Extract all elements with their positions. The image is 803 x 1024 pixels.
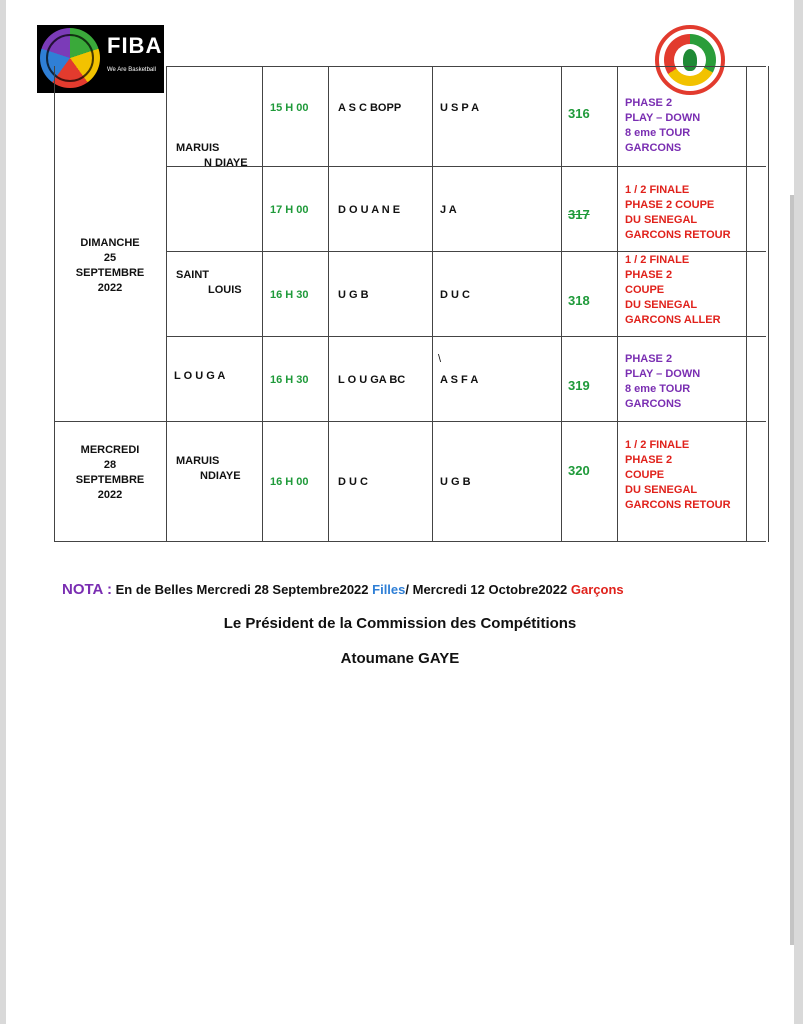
phase-cell: 1 / 2 FINALE PHASE 2 COUPE DU SENEGAL GARCONS ALLER — [625, 254, 721, 326]
federation-seal-icon — [655, 25, 725, 95]
time-cell: 16 H 30 — [270, 374, 309, 386]
home-team-cell: A S C BOPP — [338, 102, 402, 114]
president-title: Le Président de la Commission des Compétitions — [223, 615, 577, 632]
venue-cell: SAINT LOUIS — [176, 269, 242, 296]
match-number: 320 — [568, 463, 590, 478]
phase-cell: 1 / 2 FINALE PHASE 2 COUPE DU SENEGAL GARCONS RETOUR — [625, 184, 731, 241]
home-team-cell: D O U A N E — [338, 204, 401, 216]
match-number: 317 — [568, 207, 590, 222]
nota-text-2: / Mercredi 12 Octobre2022 — [405, 582, 571, 597]
nota-garcons: Garçons — [570, 582, 624, 597]
nota-filles: Filles — [372, 582, 406, 597]
venue-cell: L O U G A — [174, 370, 226, 382]
time-cell: 16 H 30 — [270, 289, 309, 301]
away-team-cell: A S F A — [440, 374, 479, 386]
president-name: Atoumane GAYE — [340, 650, 460, 667]
fiba-wordmark: FIBA — [107, 33, 163, 58]
time-cell: 15 H 00 — [270, 102, 309, 114]
page-edge-shadow — [790, 195, 794, 945]
phase-cell: PHASE 2 PLAY – DOWN 8 eme TOUR GARCONS — [625, 353, 701, 410]
nota-text: En de Belles Mercredi 28 Septembre2022 — [112, 582, 373, 597]
phase-cell: PHASE 2 PLAY – DOWN 8 eme TOUR GARCONS — [625, 97, 701, 154]
date-cell-2: MERCREDI 28 SEPTEMBRE 2022 — [75, 444, 145, 501]
time-cell: 16 H 00 — [270, 476, 309, 488]
venue-cell: MARUIS NDIAYE — [176, 455, 241, 482]
away-team-cell: D U C — [440, 289, 470, 301]
away-team-cell: U S P A — [440, 102, 480, 114]
home-team-cell: D U C — [338, 476, 368, 488]
away-team-mark: \ — [438, 353, 442, 365]
match-number: 316 — [568, 106, 590, 121]
away-team-cell: J A — [440, 204, 457, 216]
away-team-cell: U G B — [440, 476, 471, 488]
home-team-cell: U G B — [338, 289, 369, 301]
nota-line — [62, 581, 624, 598]
document-page — [6, 0, 794, 1024]
basketball-icon — [40, 28, 100, 88]
date-cell-1: DIMANCHE 25 SEPTEMBRE 2022 — [75, 237, 145, 294]
home-team-cell: L O U GA BC — [338, 374, 406, 386]
phase-cell: 1 / 2 FINALE PHASE 2 COUPE DU SENEGAL GARCONS RETOUR — [625, 439, 731, 511]
fiba-logo — [37, 25, 164, 93]
match-number: 318 — [568, 293, 590, 308]
venue-cell: MARUIS N DIAYE — [176, 142, 248, 169]
nota-label: NOTA : — [62, 581, 112, 598]
time-cell: 17 H 00 — [270, 204, 309, 216]
fiba-tagline: We Are Basketball — [107, 67, 156, 73]
match-number: 319 — [568, 378, 590, 393]
